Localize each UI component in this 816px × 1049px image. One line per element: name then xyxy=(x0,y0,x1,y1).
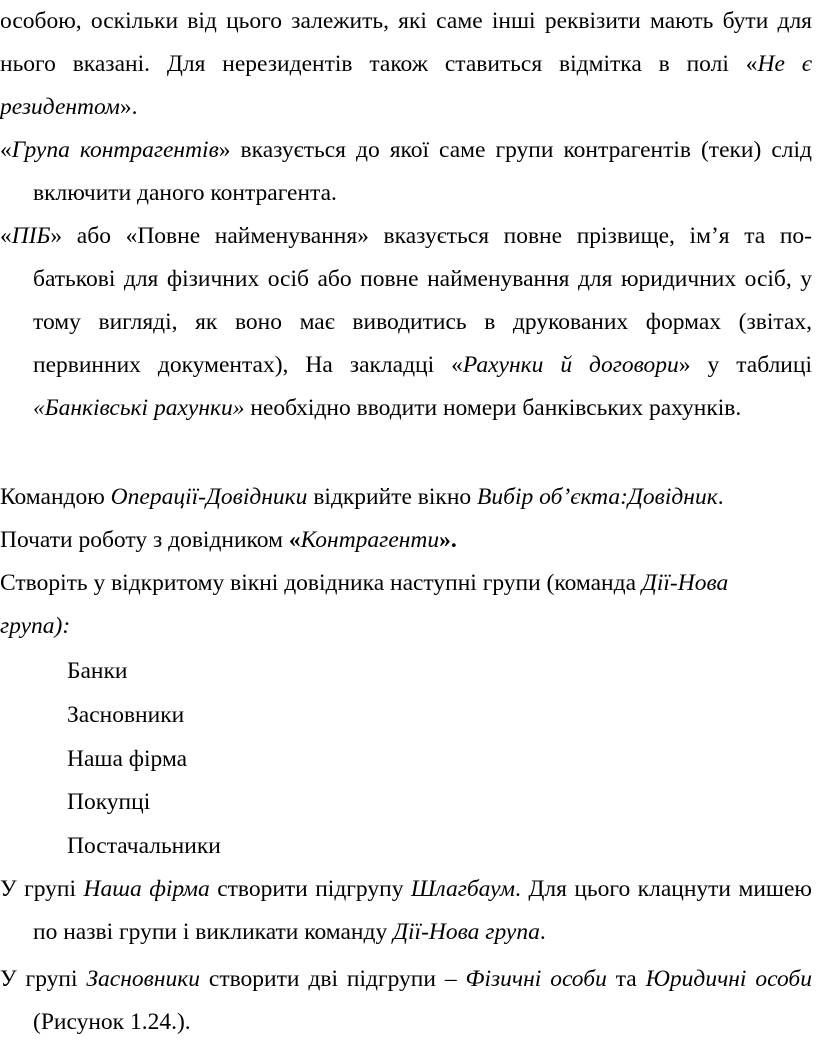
group-list-item: Наша фірма xyxy=(67,746,188,772)
text-run: » вказується до якої саме групи контрагентів (теки) слід включити даного контрагента. xyxy=(33,137,812,206)
italic-term-operations-directories: Операції-Довідники xyxy=(110,484,308,510)
text-run: необхідно вводити номери банківських рахунків. xyxy=(244,395,742,421)
paragraph-full-name xyxy=(0,215,812,430)
paragraph-open-directory xyxy=(0,476,812,519)
italic-term-object-selection: Вибір об’єкта:Довідник xyxy=(477,484,718,510)
text-run: відкрийте вікно xyxy=(307,484,478,510)
paragraph-contractor-group xyxy=(0,129,812,215)
paragraph-subgroup-barrier xyxy=(0,868,812,954)
text-run: У групі xyxy=(0,876,84,902)
text-run: (Рисунок 1.24.). xyxy=(33,1009,191,1035)
italic-term-legal-entities: Юридичні особи xyxy=(645,966,812,992)
text-run: створити дві підгрупи – xyxy=(200,966,466,992)
italic-term-our-firm: Наша фірма xyxy=(83,876,210,902)
italic-term-founders: Засновники xyxy=(86,966,200,992)
paragraph-start-work xyxy=(0,519,812,562)
italic-term-contractors: Контрагенти xyxy=(300,527,440,553)
paragraph-subgroups-founders xyxy=(0,958,812,1044)
text-run: Створіть у відкритому вікні довідника наступні групи (команда xyxy=(0,570,642,596)
text-run: . xyxy=(539,919,546,945)
text-run: У групі xyxy=(0,966,87,992)
paragraph-create-groups xyxy=(0,562,770,648)
text-run: . xyxy=(717,484,724,510)
text-run: ». xyxy=(119,94,138,120)
text-run: « xyxy=(0,223,12,249)
italic-term-not-resident: Не є резидентом xyxy=(0,51,812,120)
italic-term-barrier: Шлагбаум xyxy=(410,876,515,902)
paragraph-resident-note xyxy=(0,0,812,129)
italic-term-contractor-group: Група контрагентів xyxy=(11,137,219,163)
bold-quote: « xyxy=(288,527,301,553)
text-run: особою, оскільки від цього залежить, які саме інші реквізити мають бути для нього вказані. Для нерезидентів також ставиться відмітка в полі « xyxy=(0,8,812,77)
group-list-item: Постачальники xyxy=(67,833,221,859)
italic-term-pib: ПІБ xyxy=(11,223,51,249)
group-list-item: Банки xyxy=(67,658,128,684)
group-list-item: Засновники xyxy=(67,702,185,728)
bold-quote: ». xyxy=(439,527,457,553)
text-run: » у таблиці xyxy=(678,352,812,378)
text-run: . Для цього клацнути мишею по назві групи і викликати команду xyxy=(33,876,812,945)
italic-term-bank-accounts: «Банківські рахунки» xyxy=(33,395,245,421)
group-list-item: Покупці xyxy=(67,789,151,815)
text-run: створити підгрупу xyxy=(209,876,411,902)
text-run: Почати роботу з довідником xyxy=(0,527,289,553)
italic-term-individuals: Фізичні особи xyxy=(465,966,607,992)
italic-term-new-group-command: Дії-Нова група): xyxy=(0,570,729,639)
text-run: « xyxy=(0,137,12,163)
text-run: Командою xyxy=(0,484,111,510)
text-run: » або «Повне найменування» вказується повне прізвище, ім’я та по-батькові для фізичних осіб або повне найменування для юридичних осіб, у тому вигляді, як воно має виводитись в друкованих формах (звітах, первинних документах), На закладці « xyxy=(33,223,812,378)
italic-term-accounts-contracts: Рахунки й договори xyxy=(462,352,679,378)
text-run: та xyxy=(606,966,646,992)
italic-term-new-group: Дії-Нова група xyxy=(393,919,540,945)
